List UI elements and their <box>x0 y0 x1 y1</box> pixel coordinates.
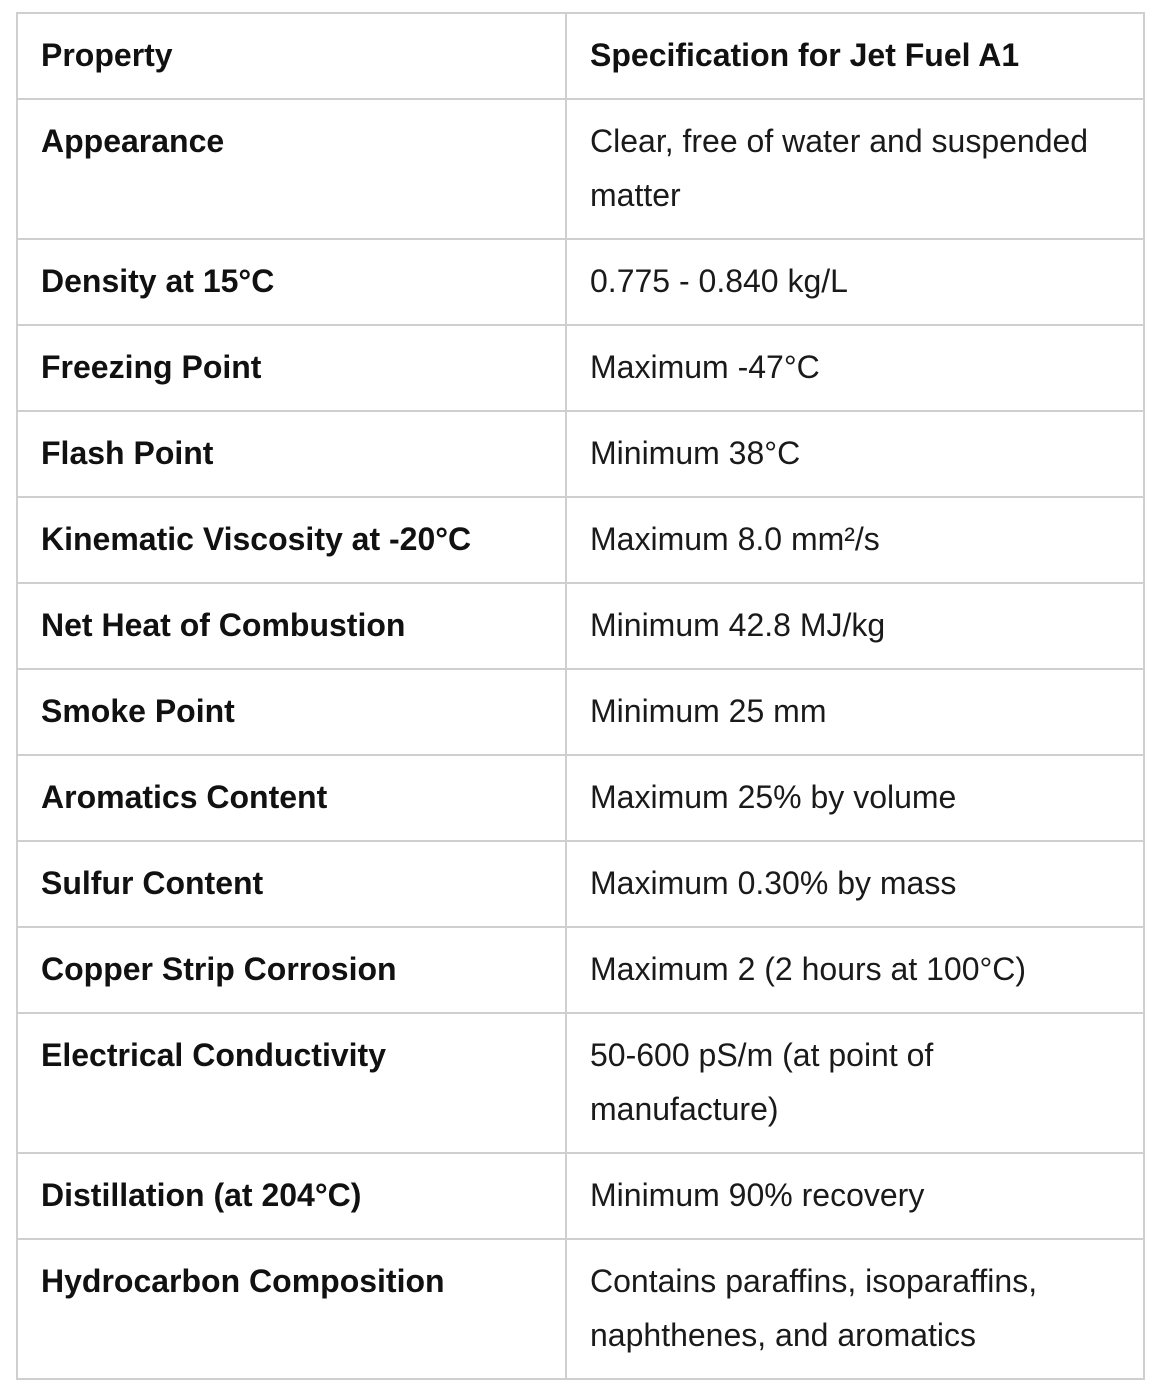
property-cell: Hydrocarbon Composition <box>17 1239 566 1379</box>
property-cell: Sulfur Content <box>17 841 566 927</box>
table-row <box>17 1153 1144 1239</box>
property-cell: Flash Point <box>17 411 566 497</box>
table-row <box>17 411 1144 497</box>
header-specification: Specification for Jet Fuel A1 <box>566 13 1144 99</box>
property-cell: Freezing Point <box>17 325 566 411</box>
table-header <box>17 13 1144 99</box>
property-cell: Smoke Point <box>17 669 566 755</box>
jet-fuel-spec-table <box>16 12 1145 1380</box>
property-cell: Net Heat of Combustion <box>17 583 566 669</box>
property-cell: Kinematic Viscosity at -20°C <box>17 497 566 583</box>
specification-cell: Maximum 8.0 mm²/s <box>566 497 1144 583</box>
specification-cell: Contains paraffins, isoparaffins, naphthenes, and aromatics <box>566 1239 1144 1379</box>
specification-cell: Minimum 90% recovery <box>566 1153 1144 1239</box>
specification-cell: Maximum 2 (2 hours at 100°C) <box>566 927 1144 1013</box>
specification-cell: 0.775 - 0.840 kg/L <box>566 239 1144 325</box>
specification-cell: Maximum -47°C <box>566 325 1144 411</box>
table-row <box>17 841 1144 927</box>
header-property: Property <box>17 13 566 99</box>
table-row <box>17 497 1144 583</box>
table-row <box>17 583 1144 669</box>
property-cell: Appearance <box>17 99 566 239</box>
table-row <box>17 927 1144 1013</box>
property-cell: Distillation (at 204°C) <box>17 1153 566 1239</box>
specification-cell: 50-600 pS/m (at point of manufacture) <box>566 1013 1144 1153</box>
table-row <box>17 669 1144 755</box>
specification-cell: Maximum 25% by volume <box>566 755 1144 841</box>
property-cell: Aromatics Content <box>17 755 566 841</box>
table-row <box>17 325 1144 411</box>
property-cell: Density at 15°C <box>17 239 566 325</box>
property-cell: Copper Strip Corrosion <box>17 927 566 1013</box>
property-cell: Electrical Conductivity <box>17 1013 566 1153</box>
table-row <box>17 1013 1144 1153</box>
specification-cell: Maximum 0.30% by mass <box>566 841 1144 927</box>
table-row <box>17 99 1144 239</box>
header-row <box>17 13 1144 99</box>
specification-cell: Minimum 25 mm <box>566 669 1144 755</box>
table-row <box>17 239 1144 325</box>
specification-cell: Minimum 38°C <box>566 411 1144 497</box>
specification-cell: Minimum 42.8 MJ/kg <box>566 583 1144 669</box>
table-row <box>17 1239 1144 1379</box>
table-body <box>17 99 1144 1379</box>
table-row <box>17 755 1144 841</box>
specification-cell: Clear, free of water and suspended matter <box>566 99 1144 239</box>
